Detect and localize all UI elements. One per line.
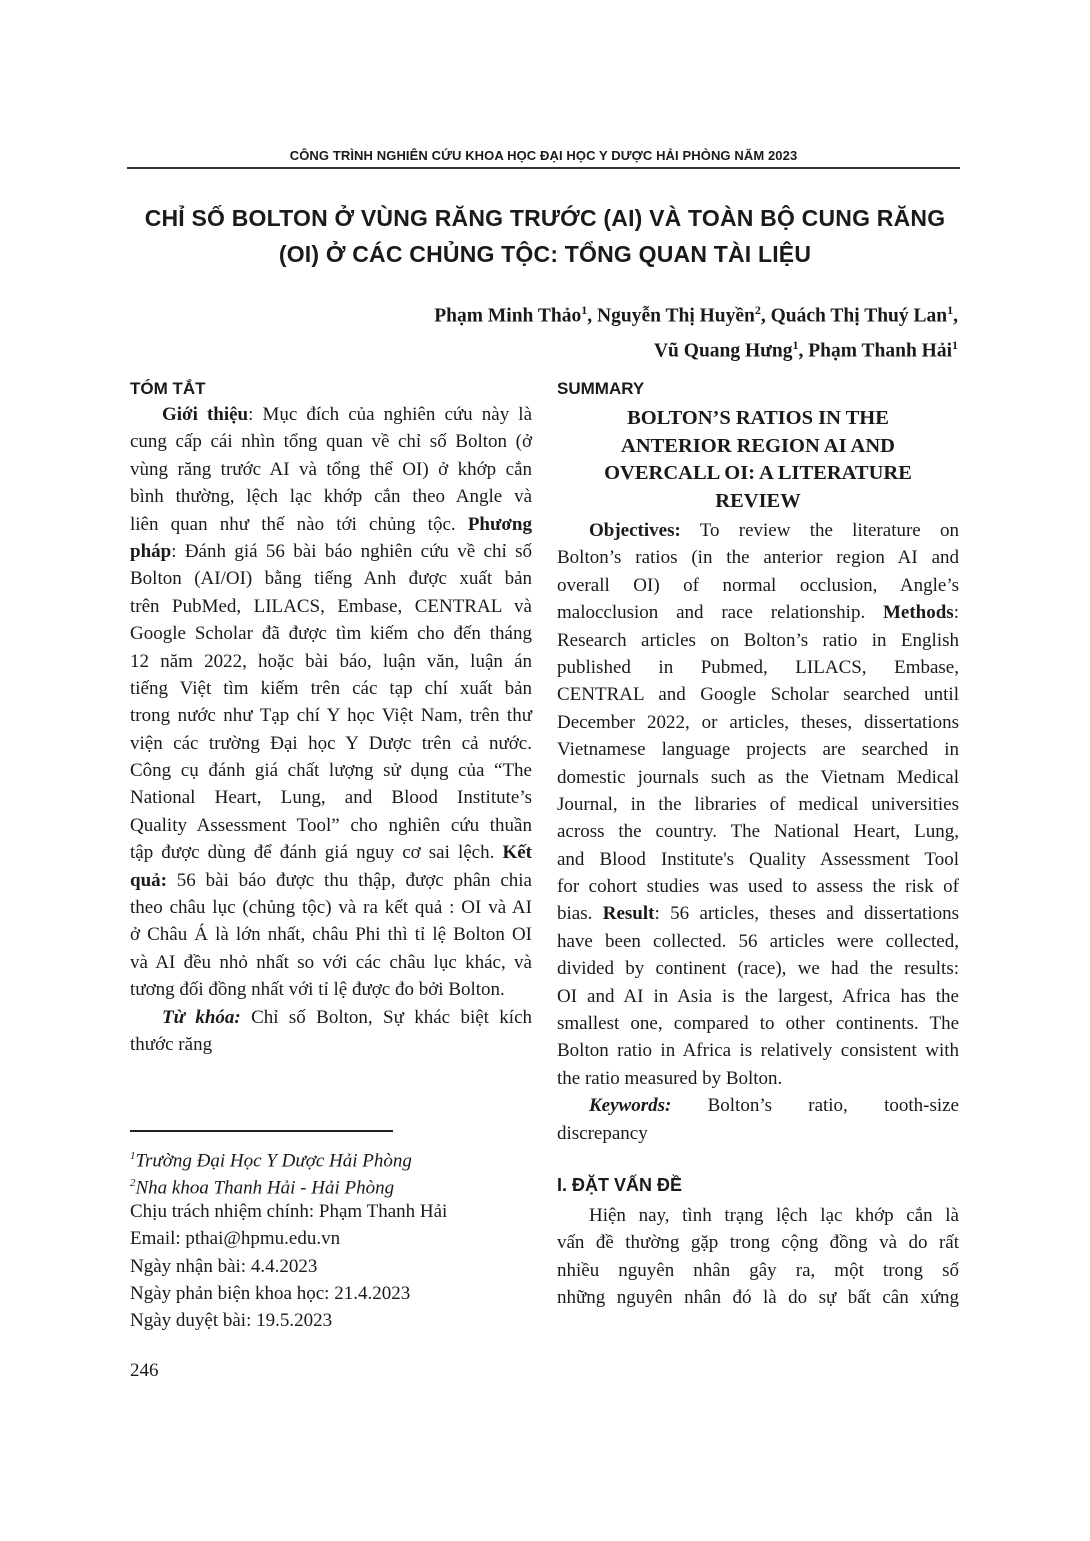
text-span: smallest one, compared to other continents. The bbox=[557, 1013, 959, 1035]
text-line bbox=[557, 544, 959, 571]
footnote-rule bbox=[130, 1130, 393, 1132]
text-span: tập được dùng để đánh giá nguy cơ sai lệch. bbox=[130, 842, 503, 864]
text-line bbox=[557, 900, 959, 927]
text-span: tương đối đồng nhất với tỉ lệ được đo bởi Bolton. bbox=[130, 979, 505, 1001]
abstract-vi-heading: TÓM TẮT bbox=[130, 379, 206, 398]
text-span: vấn đề thường gặp trong cộng đồng và do rất bbox=[557, 1232, 959, 1254]
text-line bbox=[557, 1257, 959, 1284]
affiliation-marker: 2 bbox=[130, 1177, 136, 1190]
text-line bbox=[557, 791, 959, 818]
text-span: Vietnamese language projects are searched in bbox=[557, 739, 959, 761]
text-span: : Đánh giá 56 bài báo nghiên cứu về chỉ số bbox=[171, 540, 532, 562]
text-line bbox=[130, 921, 532, 948]
text-span: Journal, in the libraries of medical universities bbox=[557, 793, 959, 815]
bold-term: Objectives: bbox=[589, 520, 681, 541]
article-info-line: Chịu trách nhiệm chính: Phạm Thanh Hải bbox=[130, 1200, 448, 1222]
author-name: Quách Thị Thuý Lan bbox=[770, 305, 948, 327]
text-line bbox=[557, 517, 959, 544]
text-line bbox=[557, 846, 959, 873]
text-line bbox=[557, 1010, 959, 1037]
text-span: 12 năm 2022, hoặc bài báo, luận văn, luận án bbox=[130, 650, 532, 672]
text-span: Quality Assessment Tool” cho nghiên cứu thuần bbox=[130, 814, 532, 836]
text-span: tiếng Việt tìm kiếm trên các tạp chí xuất bản bbox=[130, 677, 532, 699]
text-span: divided by continent (race), we had the results: bbox=[557, 958, 959, 980]
bold-term: Từ khóa: bbox=[162, 1006, 241, 1028]
text-line bbox=[557, 572, 959, 599]
affiliation-marker: 1 bbox=[581, 303, 588, 317]
text-span: Bolton’s ratios (in the anterior region AI and bbox=[557, 547, 959, 569]
text-span: liên quan như thế nào tới chủng tộc. bbox=[130, 513, 468, 535]
text-line bbox=[130, 401, 532, 428]
bold-term: Keywords: bbox=[589, 1095, 672, 1117]
text-span: viện các trường Đại học Y Dược trên cả nước. bbox=[130, 732, 532, 754]
text-span: : bbox=[953, 602, 959, 624]
text-line bbox=[130, 812, 532, 839]
text-span: Bolton’s ratio, tooth-size bbox=[671, 1095, 959, 1117]
text-line bbox=[130, 839, 532, 866]
text-line bbox=[130, 648, 532, 675]
text-span: bình thường, lệch lạc khớp cắn theo Angle và bbox=[130, 486, 532, 508]
text-line bbox=[557, 654, 959, 681]
bold-term: Giới thiệu bbox=[162, 404, 249, 425]
text-span: : Mục đích của nghiên cứu này là bbox=[248, 404, 532, 425]
text-span: và AI đều nhỏ nhất so với các châu lục khác, và bbox=[130, 951, 532, 973]
bold-term: Kết bbox=[502, 842, 532, 864]
text-line bbox=[130, 456, 532, 483]
header-rule bbox=[127, 167, 960, 169]
text-span: theo châu lục (chủng tộc) và ra kết quả : OI và AI bbox=[130, 897, 532, 919]
text-span: domestic journals such as the Vietnam Medical bbox=[557, 766, 959, 788]
text-span: and Blood Institute's Quality Assessment Tool bbox=[557, 848, 959, 870]
text-line bbox=[130, 784, 532, 811]
text-line bbox=[130, 894, 532, 921]
author-separator: , bbox=[760, 305, 771, 327]
author-name: Vũ Quang Hưng bbox=[653, 340, 793, 361]
text-span: những nguyên nhân đó là do sự bất cân xứng bbox=[557, 1287, 959, 1309]
text-span: cung cấp cái nhìn tổng quan về chỉ số Bolton (ở bbox=[130, 431, 532, 453]
text-span: bias. bbox=[557, 903, 603, 925]
text-line bbox=[557, 955, 959, 982]
text-span: overall OI) of normal occlusion, Angle’s bbox=[557, 574, 959, 596]
text-line bbox=[557, 1092, 959, 1119]
article-info-line: Ngày duyệt bài: 19.5.2023 bbox=[130, 1310, 333, 1332]
text-line bbox=[130, 483, 532, 510]
article-info-line: Ngày phản biện khoa học: 21.4.2023 bbox=[130, 1282, 411, 1304]
text-span: malocclusion and race relationship. bbox=[557, 602, 883, 624]
text-line bbox=[130, 511, 532, 538]
text-line bbox=[130, 976, 532, 1003]
text-line bbox=[130, 620, 532, 647]
text-span: To review the literature on bbox=[680, 520, 959, 541]
text-span: thước răng bbox=[130, 1033, 213, 1055]
text-line bbox=[557, 764, 959, 791]
text-span: trên PubMed, LILACS, Embase, CENTRAL và bbox=[130, 595, 532, 617]
article-info-line: Email: pthai@hpmu.edu.vn bbox=[130, 1228, 341, 1250]
author-name: Nguyễn Thị Huyền bbox=[597, 305, 755, 327]
text-span: Hiện nay, tình trạng lệch lạc khớp cắn là bbox=[589, 1205, 959, 1226]
article-title bbox=[100, 200, 990, 272]
text-span: vùng răng trước AI và tổng thể OI) ở khớp cắn bbox=[130, 458, 532, 480]
text-span: CENTRAL and Google Scholar searched until bbox=[557, 684, 959, 706]
text-line bbox=[557, 681, 959, 708]
text-line bbox=[130, 428, 532, 455]
text-span: National Heart, Lung, and Blood Institute’s bbox=[130, 787, 532, 809]
text-line bbox=[130, 867, 532, 894]
text-span: : 56 articles, theses and dissertations bbox=[654, 903, 959, 925]
affiliation-footnote bbox=[130, 1143, 447, 1170]
summary-title-line: OVERCALL OI: A LITERATURE bbox=[604, 462, 912, 484]
summary-title-line: ANTERIOR REGION AI AND bbox=[621, 434, 895, 457]
text-line bbox=[557, 709, 959, 736]
bold-term: Methods bbox=[882, 602, 954, 624]
text-line bbox=[130, 675, 532, 702]
text-line bbox=[557, 818, 959, 845]
abstract-vi-body bbox=[130, 401, 532, 1058]
text-line bbox=[130, 730, 532, 757]
text-line bbox=[557, 1229, 959, 1256]
bold-term: quả: bbox=[130, 869, 167, 891]
text-line bbox=[130, 593, 532, 620]
text-line bbox=[557, 1065, 959, 1092]
text-line bbox=[557, 599, 959, 626]
text-line bbox=[130, 702, 532, 729]
text-span: Research articles on Bolton’s ratio in English bbox=[557, 629, 959, 651]
section-body bbox=[557, 1202, 959, 1312]
affiliation-marker: 2 bbox=[754, 303, 761, 317]
text-span: nhiều nguyên nhân gây ra, một trong số bbox=[557, 1259, 959, 1281]
author-separator: , bbox=[953, 305, 958, 327]
author-separator: , bbox=[798, 340, 809, 361]
author-separator: , bbox=[587, 305, 598, 327]
text-span: Bolton ratio in Africa is relatively consistent with bbox=[557, 1040, 959, 1062]
text-span: ở Châu Á là lớn nhất, châu Phi thì tỉ lệ Bolton OI bbox=[130, 924, 532, 946]
affiliation-marker: 1 bbox=[952, 337, 958, 352]
affiliation-marker: 1 bbox=[947, 303, 954, 317]
page-number: 246 bbox=[130, 1360, 159, 1381]
text-line bbox=[130, 538, 532, 565]
text-span: the ratio measured by Bolton. bbox=[557, 1067, 783, 1089]
text-span: across the country. The National Heart, Lung, bbox=[557, 821, 959, 843]
text-line bbox=[557, 928, 959, 955]
text-line bbox=[557, 1284, 959, 1311]
text-span: Chỉ số Bolton, Sự khác biệt kích bbox=[240, 1006, 532, 1028]
text-line bbox=[557, 736, 959, 763]
author-name: Phạm Minh Thảo bbox=[434, 305, 582, 327]
section-heading: I. ĐẶT VẤN ĐỀ bbox=[557, 1175, 683, 1195]
text-span: trong nước như Tạp chí Y học Việt Nam, trên thư bbox=[130, 705, 532, 727]
text-line bbox=[130, 1031, 532, 1058]
footnotes bbox=[130, 1143, 447, 1335]
text-span: published in Pubmed, LILACS, Embase, bbox=[557, 656, 959, 678]
affiliation-marker: 1 bbox=[130, 1150, 136, 1162]
abstract-en-title bbox=[557, 405, 959, 515]
text-span: for cohort studies was used to assess the risk of bbox=[557, 876, 959, 898]
text-span: 56 bài báo được thu thập, được phân chia bbox=[166, 869, 532, 891]
text-line bbox=[130, 949, 532, 976]
text-line bbox=[130, 1004, 532, 1031]
text-span: Google Scholar đã được tìm kiếm cho đến tháng bbox=[130, 623, 532, 645]
affiliation-marker: 1 bbox=[792, 337, 799, 352]
affiliation-name: Nha khoa Thanh Hải - Hải Phòng bbox=[135, 1177, 395, 1199]
text-span: OI and AI in Asia is the largest, Africa has the bbox=[557, 985, 959, 1007]
affiliation-name: Trường Đại Học Y Dược Hải Phòng bbox=[135, 1150, 412, 1172]
text-line bbox=[557, 1202, 959, 1229]
text-line bbox=[557, 983, 959, 1010]
text-span: December 2022, or articles, theses, dissertations bbox=[557, 711, 959, 733]
author-list bbox=[434, 296, 958, 365]
text-line bbox=[130, 757, 532, 784]
abstract-en-body bbox=[557, 517, 959, 1147]
author-row bbox=[434, 296, 958, 331]
bold-term: Phương bbox=[467, 513, 532, 535]
running-head: CÔNG TRÌNH NGHIÊN CỨU KHOA HỌC ĐẠI HỌC Y DƯỢC HẢI PHÒNG NĂM 2023 bbox=[289, 148, 798, 163]
text-line bbox=[557, 627, 959, 654]
text-line bbox=[557, 1037, 959, 1064]
text-span: Bolton (AI/OI) bằng tiếng Anh được xuất bản bbox=[130, 568, 532, 590]
text-span: have been collected. 56 articles were collected, bbox=[557, 930, 959, 952]
affiliation-footnote bbox=[130, 1170, 447, 1197]
bold-term: pháp bbox=[130, 540, 172, 562]
abstract-en-heading: SUMMARY bbox=[557, 379, 645, 398]
summary-title-line: REVIEW bbox=[715, 489, 801, 512]
article-info-line: Ngày nhận bài: 4.4.2023 bbox=[130, 1255, 318, 1277]
text-line bbox=[557, 873, 959, 900]
title-line: CHỈ SỐ BOLTON Ở VÙNG RĂNG TRƯỚC (AI) VÀ TOÀN BỘ CUNG RĂNG bbox=[144, 205, 946, 231]
text-line bbox=[557, 1120, 959, 1147]
author-name: Phạm Thanh Hải bbox=[808, 340, 952, 361]
title-line: (OI) Ở CÁC CHỦNG TỘC: TỔNG QUAN TÀI LIỆU bbox=[278, 241, 812, 267]
text-line bbox=[130, 565, 532, 592]
text-span: discrepancy bbox=[557, 1122, 648, 1144]
bold-term: Result bbox=[602, 903, 655, 925]
summary-title-line: BOLTON’S RATIOS IN THE bbox=[627, 407, 889, 429]
text-span: Công cụ đánh giá chất lượng sử dụng của “The bbox=[130, 760, 532, 782]
author-row bbox=[434, 331, 958, 366]
